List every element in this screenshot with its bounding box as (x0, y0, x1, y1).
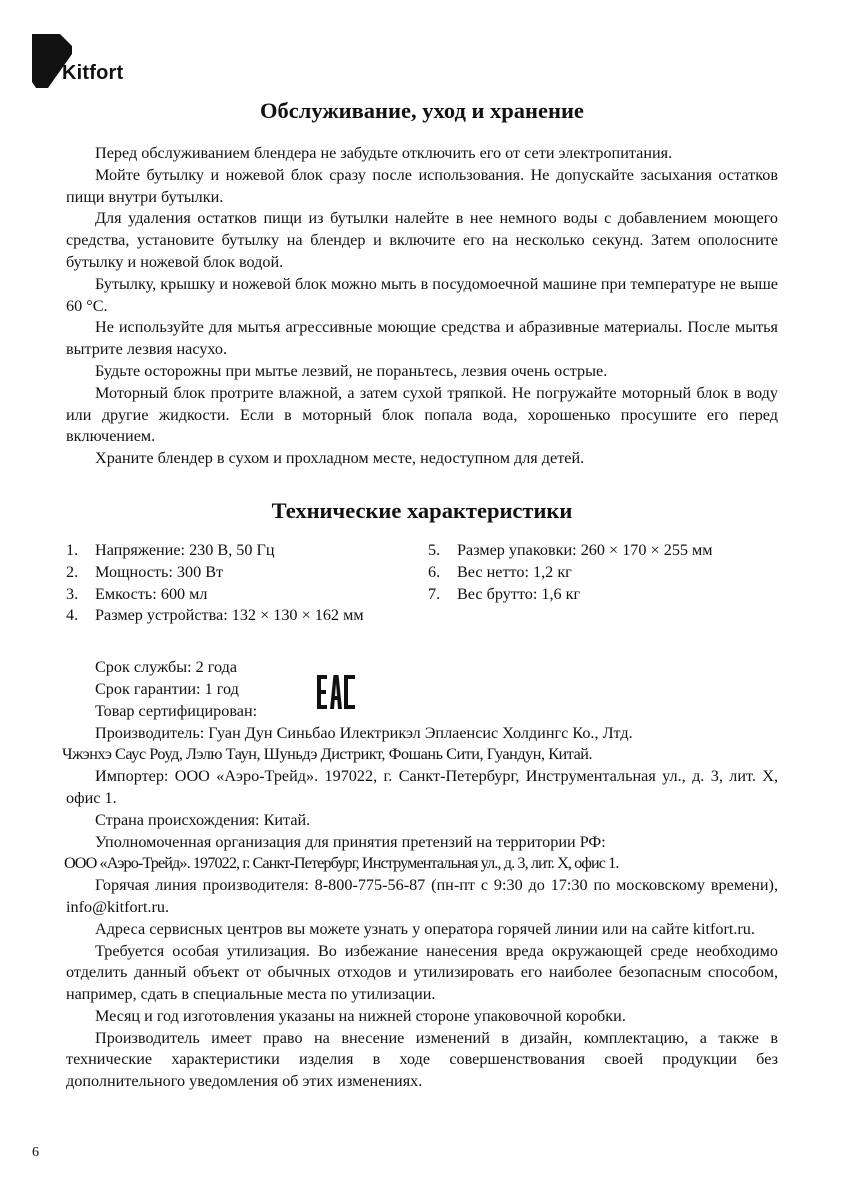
certified-label: Товар сертифицирован: (95, 701, 258, 720)
spec-item: 6. Вес нетто: 1,2 кг (428, 562, 572, 581)
care-title: Обслуживание, уход и хранение (260, 98, 584, 123)
care-paragraph: Бутылку, крышку и ножевой блок можно мыть в посудомоечной машине при температуре не выше 60 °C. (66, 274, 778, 315)
care-section (66, 143, 778, 470)
importer: Импортер: ООО «Аэро-Трейд». 197022, г. Санкт-Петербург, Инструментальная ул., д. 3, лит. Х, офис 1. (66, 767, 778, 807)
care-paragraph: Для удаления остатков пищи из бутылки налейте в нее немного воды с добавлением моющего средства, установите бутылку на блендер и включите его на несколько секунд. Затем ополосните бутылку и ножевой блок водой. (66, 209, 778, 271)
specs-column-right (428, 540, 713, 627)
spec-item: 4. Размер устройства: 132 × 130 × 162 мм (66, 606, 364, 625)
spec-item: 1. Напряжение: 230 В, 50 Гц (66, 540, 275, 559)
claims-organization: Уполномоченная организация для принятия претензий на территории РФ: (95, 832, 606, 851)
country-of-origin: Страна происхождения: Китай. (95, 810, 311, 829)
care-paragraph: Перед обслуживанием блендера не забудьте отключить его от сети электропитания. (95, 144, 673, 162)
warranty: Срок гарантии: 1 год (95, 679, 239, 698)
manufacturer-address: Чжэнхэ Саус Роуд, Лэлю Таун, Шуньдэ Дистрикт, Фошань Сити, Гуандун, Китай. (62, 745, 593, 764)
spec-item: 7. Вес брутто: 1,6 кг (428, 584, 581, 603)
brand-name: Kitfort (62, 62, 124, 84)
claims-organization-address: ООО «Аэро-Трейд». 197022, г. Санкт-Петербург, Инструментальная ул., д. 3, лит. Х, офис 1. (64, 854, 619, 873)
spec-item: 3. Емкость: 600 мл (66, 584, 208, 603)
spec-item: 5. Размер упаковки: 260 × 170 × 255 мм (428, 540, 713, 559)
changes-notice: Производитель имеет право на внесение изменений в дизайн, комплектацию, а также в технические характеристики изделия в ходе совершенствования своей продукции без дополнительного уведомления об этих изменениях. (66, 1028, 778, 1091)
service-life: Срок службы: 2 года (95, 658, 238, 677)
info-section (62, 657, 778, 1093)
manufacturer: Производитель: Гуан Дун Синьбао Илектрикэл Эплаенсис Холдингс Ко., Лтд. (95, 723, 633, 742)
manufacture-date: Месяц и год изготовления указаны на нижней стороне упаковочной коробки. (95, 1006, 626, 1025)
page-number: 6 (32, 1145, 39, 1160)
hotline: Горячая линия производителя: 8-800-775-56-87 (пн-пт с 9:30 до 17:30 по московскому времени), info@kitfort.ru. (66, 876, 778, 916)
specs-column-left (66, 540, 428, 627)
specs-list (66, 540, 778, 627)
page-content (62, 96, 778, 1093)
care-paragraph: Будьте осторожны при мытье лезвий, не пораньтесь, лезвия очень острые. (95, 361, 608, 380)
kitfort-logo (32, 34, 142, 88)
care-paragraph: Мойте бутылку и ножевой блок сразу после использования. Не допускайте засыхания остатков пищи внутри бутылки. (66, 165, 778, 206)
certification-row (66, 701, 778, 723)
care-paragraph: Храните блендер в сухом и прохладном месте, недоступном для детей. (95, 449, 585, 468)
disposal: Требуется особая утилизация. Во избежание нанесения вреда окружающей среде необходимо отделить данный объект от обычных отходов и утилизировать его наиболее безопасным способом, например, сдать в специальные места по утилизации. (66, 941, 778, 1004)
service-centers: Адреса сервисных центров вы можете узнать у оператора горячей линии или на сайте kitfort.ru. (95, 919, 755, 938)
specs-title: Технические характеристики (271, 497, 573, 523)
care-paragraph: Моторный блок протрите влажной, а затем сухой тряпкой. Не погружайте моторный блок в воду или другие жидкости. Если в моторный блок попала вода, хорошенько просушите его перед включением. (66, 383, 778, 446)
eac-mark-icon (316, 674, 356, 710)
spec-item: 2. Мощность: 300 Вт (66, 562, 224, 581)
care-paragraph: Не используйте для мытья агрессивные моющие средства и абразивные материалы. После мытья вытрите лезвия насухо. (66, 318, 778, 359)
